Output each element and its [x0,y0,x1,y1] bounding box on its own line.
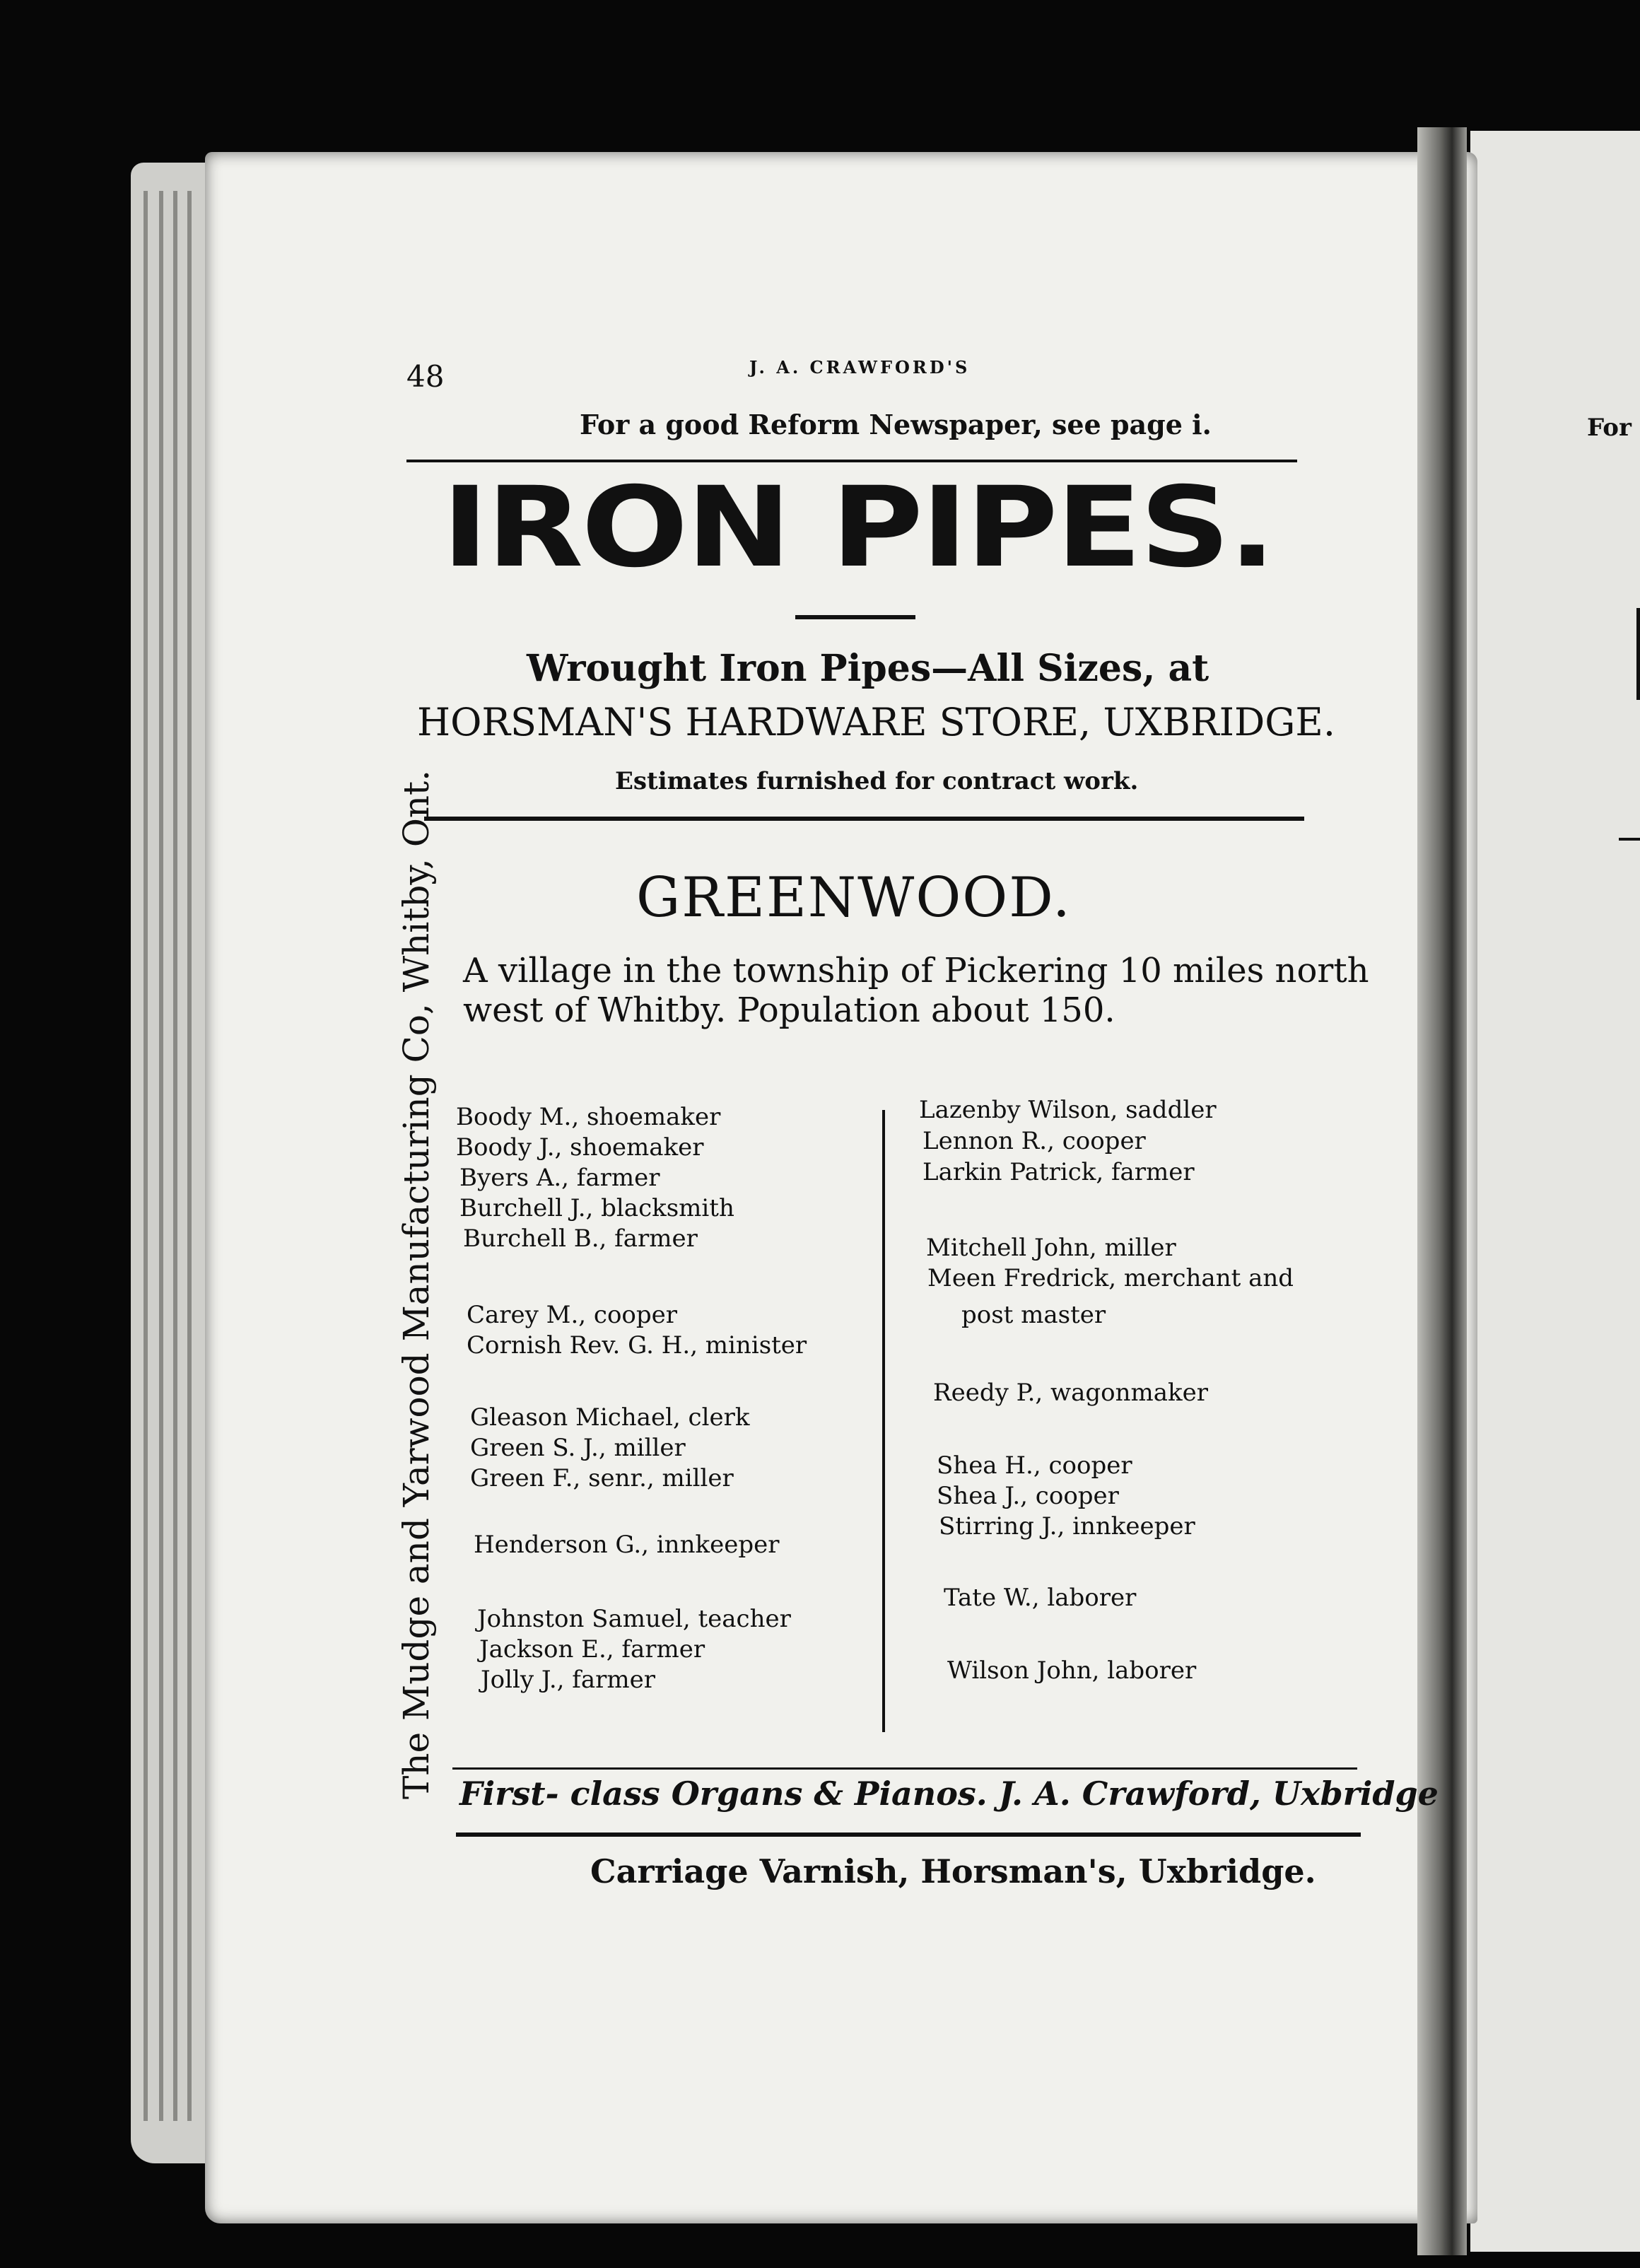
directory-entry: Carey M., cooper [467,1301,678,1329]
page-edge-line [159,191,163,2121]
description-line: A village in the township of Pickering 10 miles north [463,951,1369,990]
ad-line-2: HORSMAN'S HARDWARE STORE, UXBRIDGE. [417,700,1335,744]
directory-entry: Lazenby Wilson, saddler [919,1096,1217,1124]
directory-entry: Cornish Rev. G. H., minister [467,1331,807,1360]
header-rule [406,460,1297,462]
page-edge-line [144,191,148,2121]
newspaper-ad-line: For a good Reform Newspaper, see page i. [580,409,1212,440]
footer-rule-middle [456,1832,1361,1837]
directory-entry: Henderson G., innkeeper [474,1531,780,1559]
section-description [463,951,1369,1030]
side-advertisement: The Mudge and Yarwood Manufacturing Co, Whitby, Ont. [396,769,437,1799]
headline-underline [795,615,915,619]
footer-ad-organs: First- class Organs & Pianos. J. A. Crawford, Uxbridge [459,1775,1439,1813]
directory-entry: Boody J., shoemaker [456,1133,704,1162]
directory-entry: Gleason Michael, clerk [470,1403,750,1432]
facing-page-word: For [1587,414,1632,442]
page-edge-line [173,191,177,2121]
column-divider [882,1110,885,1732]
facing-page-rule [1619,838,1640,841]
directory-entry: Burchell J., blacksmith [459,1194,734,1222]
page-number: 48 [406,359,445,394]
ad-line-3: Estimates furnished for contract work. [615,767,1139,795]
ad-line-1: Wrought Iron Pipes—All Sizes, at [527,647,1210,690]
description-line: west of Whitby. Population about 150. [463,990,1115,1030]
book-gutter [1417,127,1467,2255]
directory-entry: Lennon R., cooper [922,1127,1146,1155]
directory-entry: Wilson John, laborer [947,1656,1197,1685]
directory-entry: Byers A., farmer [459,1164,660,1192]
facing-page-rule [1636,608,1640,700]
directory-entry: Mitchell John, miller [926,1234,1176,1262]
footer-ad-varnish: Carriage Varnish, Horsman's, Uxbridge. [590,1852,1316,1890]
directory-entry: Meen Fredrick, merchant and [927,1264,1294,1292]
section-title: GREENWOOD. [636,866,1072,930]
directory-entry: Stirring J., innkeeper [939,1512,1195,1541]
directory-entry: Green S. J., miller [470,1434,686,1462]
directory-entry: Green F., senr., miller [470,1464,734,1492]
directory-entry: Reedy P., wagonmaker [933,1379,1209,1407]
directory-entry: Johnston Samuel, teacher [477,1605,791,1633]
directory-entry: Jolly J., farmer [481,1666,655,1694]
directory-entry: Boody M., shoemaker [456,1103,721,1131]
ad-rule [424,817,1304,821]
directory-entry: Larkin Patrick, farmer [922,1158,1195,1186]
footer-rule-top [452,1767,1357,1770]
directory-entry: Burchell B., farmer [463,1224,698,1253]
running-head: J. A. CRAWFORD'S [749,357,971,378]
facing-page [1470,131,1640,2252]
directory-entry: Tate W., laborer [944,1584,1137,1612]
directory-entry: Shea H., cooper [937,1451,1132,1480]
page-edge-line [187,191,192,2121]
directory-entry: Shea J., cooper [937,1482,1119,1510]
ad-headline: IRON PIPES. [442,462,1275,592]
directory-entry: post master [961,1301,1106,1329]
directory-entry: Jackson E., farmer [479,1635,705,1664]
